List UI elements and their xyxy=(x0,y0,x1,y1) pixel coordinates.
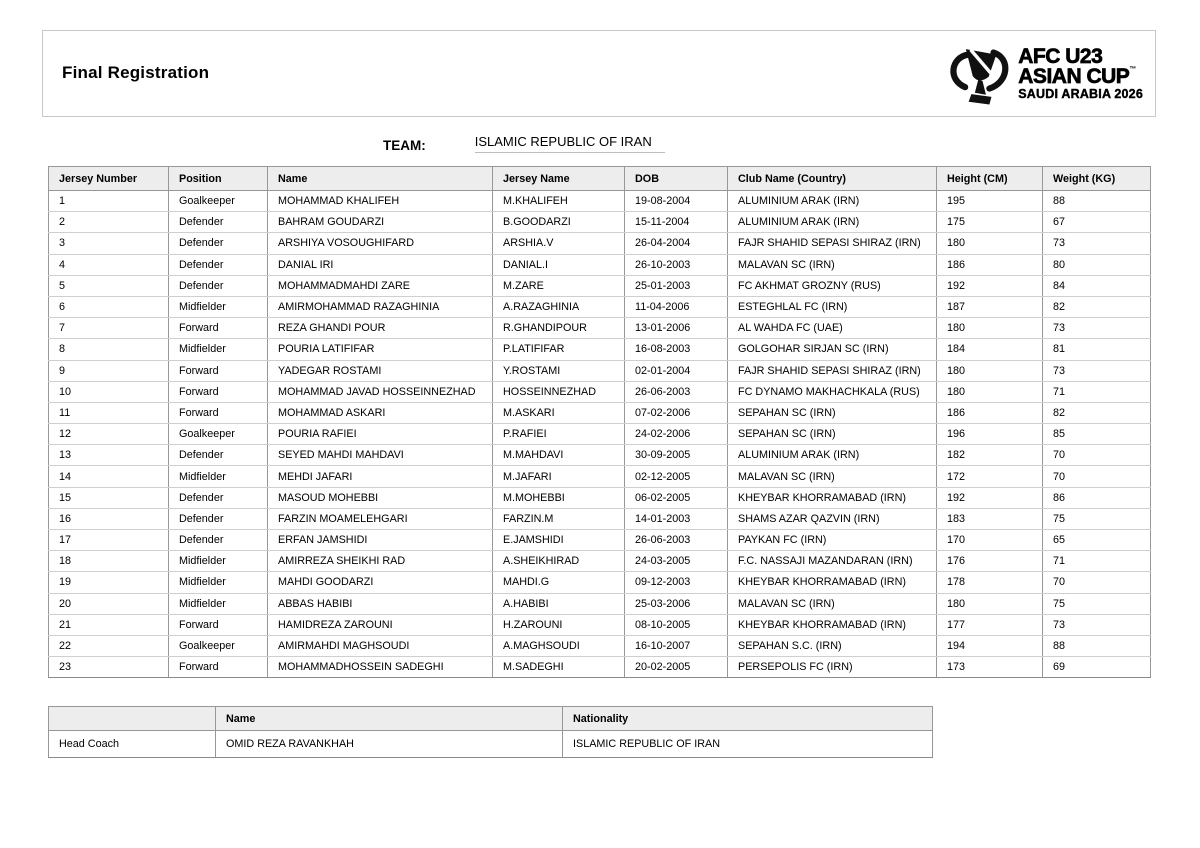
table-cell: MAHDI.G xyxy=(493,572,625,593)
table-cell: 07-02-2006 xyxy=(625,402,728,423)
table-cell: 85 xyxy=(1043,424,1151,445)
table-cell: Defender xyxy=(169,487,268,508)
table-cell: Midfielder xyxy=(169,572,268,593)
player-row xyxy=(49,296,1151,317)
table-cell: YADEGAR ROSTAMI xyxy=(268,360,493,381)
afc-trophy-icon xyxy=(944,38,1014,110)
table-cell: 183 xyxy=(937,508,1043,529)
table-cell: 82 xyxy=(1043,296,1151,317)
table-cell: MAHDI GOODARZI xyxy=(268,572,493,593)
player-row xyxy=(49,191,1151,212)
table-cell: R.GHANDIPOUR xyxy=(493,318,625,339)
player-row xyxy=(49,381,1151,402)
table-cell: 172 xyxy=(937,466,1043,487)
table-cell: 26-04-2004 xyxy=(625,233,728,254)
table-cell: 19 xyxy=(49,572,169,593)
table-cell: 3 xyxy=(49,233,169,254)
table-cell: A.MAGHSOUDI xyxy=(493,635,625,656)
team-label: TEAM: xyxy=(383,138,426,153)
players-table xyxy=(48,166,1151,678)
table-cell: 175 xyxy=(937,212,1043,233)
player-row xyxy=(49,614,1151,635)
table-cell: FARZIN MOAMELEHGARI xyxy=(268,508,493,529)
table-cell: MOHAMMAD ASKARI xyxy=(268,402,493,423)
table-cell: Defender xyxy=(169,445,268,466)
table-cell: ALUMINIUM ARAK (IRN) xyxy=(728,191,937,212)
table-cell: 192 xyxy=(937,275,1043,296)
player-row xyxy=(49,402,1151,423)
table-cell: 25-03-2006 xyxy=(625,593,728,614)
table-cell: ALUMINIUM ARAK (IRN) xyxy=(728,445,937,466)
table-cell: 73 xyxy=(1043,614,1151,635)
table-cell: 11-04-2006 xyxy=(625,296,728,317)
player-row xyxy=(49,657,1151,678)
table-cell: ABBAS HABIBI xyxy=(268,593,493,614)
players-table-body xyxy=(49,191,1151,678)
table-cell: 70 xyxy=(1043,445,1151,466)
table-cell: 170 xyxy=(937,530,1043,551)
column-header: Position xyxy=(169,167,268,191)
tournament-logo xyxy=(944,36,1149,112)
player-row xyxy=(49,424,1151,445)
trademark-symbol: ™ xyxy=(1129,65,1136,73)
table-cell: 86 xyxy=(1043,487,1151,508)
table-cell: 30-09-2005 xyxy=(625,445,728,466)
player-row xyxy=(49,572,1151,593)
table-cell: 26-10-2003 xyxy=(625,254,728,275)
table-cell: 84 xyxy=(1043,275,1151,296)
table-cell: Midfielder xyxy=(169,339,268,360)
table-cell: 187 xyxy=(937,296,1043,317)
table-cell: 15-11-2004 xyxy=(625,212,728,233)
table-cell: M.MOHEBBI xyxy=(493,487,625,508)
table-cell: 20 xyxy=(49,593,169,614)
table-cell: Forward xyxy=(169,614,268,635)
player-row xyxy=(49,487,1151,508)
table-cell: B.GOODARZI xyxy=(493,212,625,233)
table-cell: A.HABIBI xyxy=(493,593,625,614)
table-cell: Forward xyxy=(169,402,268,423)
players-header-row xyxy=(49,167,1151,191)
table-cell: 7 xyxy=(49,318,169,339)
column-header: Club Name (Country) xyxy=(728,167,937,191)
table-cell: MOHAMMAD JAVAD HOSSEINNEZHAD xyxy=(268,381,493,402)
table-cell: 180 xyxy=(937,233,1043,254)
table-cell: 6 xyxy=(49,296,169,317)
table-cell: 9 xyxy=(49,360,169,381)
player-row xyxy=(49,466,1151,487)
table-cell: GOLGOHAR SIRJAN SC (IRN) xyxy=(728,339,937,360)
officials-table-body xyxy=(49,731,933,758)
table-cell: 18 xyxy=(49,551,169,572)
table-cell: M.KHALIFEH xyxy=(493,191,625,212)
table-cell: ERFAN JAMSHIDI xyxy=(268,530,493,551)
table-cell: 180 xyxy=(937,360,1043,381)
table-cell: 1 xyxy=(49,191,169,212)
table-cell: Y.ROSTAMI xyxy=(493,360,625,381)
table-cell: 16-08-2003 xyxy=(625,339,728,360)
table-cell: 19-08-2004 xyxy=(625,191,728,212)
table-cell: 5 xyxy=(49,275,169,296)
table-cell: 180 xyxy=(937,318,1043,339)
officials-table xyxy=(48,706,933,758)
table-cell: 20-02-2005 xyxy=(625,657,728,678)
column-header: DOB xyxy=(625,167,728,191)
player-row xyxy=(49,445,1151,466)
table-cell: Goalkeeper xyxy=(169,191,268,212)
table-cell: REZA GHANDI POUR xyxy=(268,318,493,339)
table-cell: 196 xyxy=(937,424,1043,445)
table-cell: F.C. NASSAJI MAZANDARAN (IRN) xyxy=(728,551,937,572)
table-cell: P.LATIFIFAR xyxy=(493,339,625,360)
table-cell: DANIAL IRI xyxy=(268,254,493,275)
table-cell: MEHDI JAFARI xyxy=(268,466,493,487)
table-cell: 195 xyxy=(937,191,1043,212)
table-cell: 67 xyxy=(1043,212,1151,233)
team-line xyxy=(383,134,665,153)
column-header: Name xyxy=(216,707,563,731)
table-cell: 176 xyxy=(937,551,1043,572)
table-cell: PERSEPOLIS FC (IRN) xyxy=(728,657,937,678)
table-cell: 16 xyxy=(49,508,169,529)
table-cell: FC DYNAMO MAKHACHKALA (RUS) xyxy=(728,381,937,402)
table-cell: 24-02-2006 xyxy=(625,424,728,445)
table-cell: SEPAHAN S.C. (IRN) xyxy=(728,635,937,656)
table-cell: 09-12-2003 xyxy=(625,572,728,593)
player-row xyxy=(49,635,1151,656)
column-header xyxy=(49,707,216,731)
column-header: Jersey Name xyxy=(493,167,625,191)
table-cell: 75 xyxy=(1043,593,1151,614)
player-row xyxy=(49,551,1151,572)
table-cell: E.JAMSHIDI xyxy=(493,530,625,551)
table-cell: ESTEGHLAL FC (IRN) xyxy=(728,296,937,317)
table-cell: DANIAL.I xyxy=(493,254,625,275)
table-cell: 23 xyxy=(49,657,169,678)
table-cell: 2 xyxy=(49,212,169,233)
table-cell: A.SHEIKHIRAD xyxy=(493,551,625,572)
table-cell: Midfielder xyxy=(169,296,268,317)
table-cell: SEYED MAHDI MAHDAVI xyxy=(268,445,493,466)
table-cell: 14 xyxy=(49,466,169,487)
column-header: Nationality xyxy=(563,707,933,731)
table-cell: 180 xyxy=(937,593,1043,614)
table-cell: 17 xyxy=(49,530,169,551)
table-cell: Defender xyxy=(169,254,268,275)
table-cell: 71 xyxy=(1043,551,1151,572)
table-cell: 14-01-2003 xyxy=(625,508,728,529)
table-cell: Defender xyxy=(169,212,268,233)
table-cell: PAYKAN FC (IRN) xyxy=(728,530,937,551)
table-cell: MALAVAN SC (IRN) xyxy=(728,254,937,275)
table-cell: 24-03-2005 xyxy=(625,551,728,572)
table-cell: 26-06-2003 xyxy=(625,530,728,551)
table-cell: Forward xyxy=(169,657,268,678)
table-cell: 173 xyxy=(937,657,1043,678)
table-cell: 12 xyxy=(49,424,169,445)
player-row xyxy=(49,275,1151,296)
column-header: Jersey Number xyxy=(49,167,169,191)
table-cell: POURIA LATIFIFAR xyxy=(268,339,493,360)
table-cell: 25-01-2003 xyxy=(625,275,728,296)
table-cell: 184 xyxy=(937,339,1043,360)
table-cell: M.SADEGHI xyxy=(493,657,625,678)
table-cell: 182 xyxy=(937,445,1043,466)
table-cell: AMIRMOHAMMAD RAZAGHINIA xyxy=(268,296,493,317)
logo-line-1: AFC U23 xyxy=(1018,45,1103,69)
table-cell: 88 xyxy=(1043,191,1151,212)
table-cell: MALAVAN SC (IRN) xyxy=(728,466,937,487)
player-row xyxy=(49,530,1151,551)
table-cell: 192 xyxy=(937,487,1043,508)
table-cell: Midfielder xyxy=(169,466,268,487)
table-cell: 02-01-2004 xyxy=(625,360,728,381)
table-cell: 73 xyxy=(1043,318,1151,339)
table-cell: 180 xyxy=(937,381,1043,402)
table-cell: SHAMS AZAR QAZVIN (IRN) xyxy=(728,508,937,529)
official-row xyxy=(49,731,933,758)
table-cell: 88 xyxy=(1043,635,1151,656)
table-cell: Defender xyxy=(169,508,268,529)
table-cell: 71 xyxy=(1043,381,1151,402)
table-cell: 4 xyxy=(49,254,169,275)
table-cell: AMIRREZA SHEIKHI RAD xyxy=(268,551,493,572)
table-cell: 178 xyxy=(937,572,1043,593)
table-cell: KHEYBAR KHORRAMABAD (IRN) xyxy=(728,487,937,508)
table-cell: P.RAFIEI xyxy=(493,424,625,445)
table-cell: 06-02-2005 xyxy=(625,487,728,508)
player-row xyxy=(49,339,1151,360)
table-cell: 16-10-2007 xyxy=(625,635,728,656)
table-cell: ALUMINIUM ARAK (IRN) xyxy=(728,212,937,233)
table-cell: 81 xyxy=(1043,339,1151,360)
table-cell: ARSHIA.V xyxy=(493,233,625,254)
table-cell: 8 xyxy=(49,339,169,360)
table-cell: AMIRMAHDI MAGHSOUDI xyxy=(268,635,493,656)
table-cell: Defender xyxy=(169,275,268,296)
table-cell: 69 xyxy=(1043,657,1151,678)
table-cell: H.ZAROUNI xyxy=(493,614,625,635)
player-row xyxy=(49,508,1151,529)
table-cell: 75 xyxy=(1043,508,1151,529)
tournament-logo-text xyxy=(1018,47,1149,101)
table-cell: Goalkeeper xyxy=(169,424,268,445)
table-cell: FAJR SHAHID SEPASI SHIRAZ (IRN) xyxy=(728,233,937,254)
table-cell: MASOUD MOHEBBI xyxy=(268,487,493,508)
table-cell: SEPAHAN SC (IRN) xyxy=(728,402,937,423)
table-cell: 65 xyxy=(1043,530,1151,551)
table-cell: M.JAFARI xyxy=(493,466,625,487)
table-cell: BAHRAM GOUDARZI xyxy=(268,212,493,233)
table-cell: 194 xyxy=(937,635,1043,656)
table-cell: OMID REZA RAVANKHAH xyxy=(216,731,563,758)
table-cell: M.MAHDAVI xyxy=(493,445,625,466)
table-cell: 22 xyxy=(49,635,169,656)
table-cell: ARSHIYA VOSOUGHIFARD xyxy=(268,233,493,254)
table-cell: 08-10-2005 xyxy=(625,614,728,635)
table-cell: 186 xyxy=(937,402,1043,423)
team-name-field: ISLAMIC REPUBLIC OF IRAN xyxy=(475,134,665,153)
officials-header-row xyxy=(49,707,933,731)
table-cell: Goalkeeper xyxy=(169,635,268,656)
table-cell: 11 xyxy=(49,402,169,423)
table-cell: Forward xyxy=(169,360,268,381)
table-cell: 13-01-2006 xyxy=(625,318,728,339)
table-cell: Forward xyxy=(169,318,268,339)
table-cell: 73 xyxy=(1043,233,1151,254)
table-cell: 15 xyxy=(49,487,169,508)
table-cell: Forward xyxy=(169,381,268,402)
table-cell: MALAVAN SC (IRN) xyxy=(728,593,937,614)
column-header: Name xyxy=(268,167,493,191)
table-cell: POURIA RAFIEI xyxy=(268,424,493,445)
player-row xyxy=(49,233,1151,254)
table-cell: 82 xyxy=(1043,402,1151,423)
table-cell: MOHAMMADHOSSEIN SADEGHI xyxy=(268,657,493,678)
table-cell: 21 xyxy=(49,614,169,635)
table-cell: MOHAMMADMAHDI ZARE xyxy=(268,275,493,296)
player-row xyxy=(49,318,1151,339)
logo-line-2: ASIAN CUP™ xyxy=(1018,64,1136,88)
table-cell: 73 xyxy=(1043,360,1151,381)
column-header: Weight (KG) xyxy=(1043,167,1151,191)
table-cell: HAMIDREZA ZAROUNI xyxy=(268,614,493,635)
player-row xyxy=(49,254,1151,275)
table-cell: 70 xyxy=(1043,466,1151,487)
player-row xyxy=(49,360,1151,381)
table-cell: 10 xyxy=(49,381,169,402)
page-title: Final Registration xyxy=(62,63,210,82)
table-cell: AL WAHDA FC (UAE) xyxy=(728,318,937,339)
table-cell: FC AKHMAT GROZNY (RUS) xyxy=(728,275,937,296)
table-cell: M.ZARE xyxy=(493,275,625,296)
player-row xyxy=(49,593,1151,614)
table-cell: KHEYBAR KHORRAMABAD (IRN) xyxy=(728,614,937,635)
player-row xyxy=(49,212,1151,233)
table-cell: MOHAMMAD KHALIFEH xyxy=(268,191,493,212)
table-cell: ISLAMIC REPUBLIC OF IRAN xyxy=(563,731,933,758)
table-cell: A.RAZAGHINIA xyxy=(493,296,625,317)
column-header: Height (CM) xyxy=(937,167,1043,191)
table-cell: Head Coach xyxy=(49,731,216,758)
table-cell: 70 xyxy=(1043,572,1151,593)
table-cell: FARZIN.M xyxy=(493,508,625,529)
table-cell: HOSSEINNEZHAD xyxy=(493,381,625,402)
table-cell: Midfielder xyxy=(169,593,268,614)
table-cell: Defender xyxy=(169,233,268,254)
table-cell: KHEYBAR KHORRAMABAD (IRN) xyxy=(728,572,937,593)
table-cell: Midfielder xyxy=(169,551,268,572)
table-cell: 13 xyxy=(49,445,169,466)
table-cell: SEPAHAN SC (IRN) xyxy=(728,424,937,445)
table-cell: 02-12-2005 xyxy=(625,466,728,487)
table-cell: 26-06-2003 xyxy=(625,381,728,402)
header-panel xyxy=(42,30,1156,117)
table-cell: 186 xyxy=(937,254,1043,275)
table-cell: Defender xyxy=(169,530,268,551)
table-cell: FAJR SHAHID SEPASI SHIRAZ (IRN) xyxy=(728,360,937,381)
logo-line-3: SAUDI ARABIA 2026 xyxy=(1018,87,1143,102)
table-cell: 80 xyxy=(1043,254,1151,275)
table-cell: M.ASKARI xyxy=(493,402,625,423)
table-cell: 177 xyxy=(937,614,1043,635)
